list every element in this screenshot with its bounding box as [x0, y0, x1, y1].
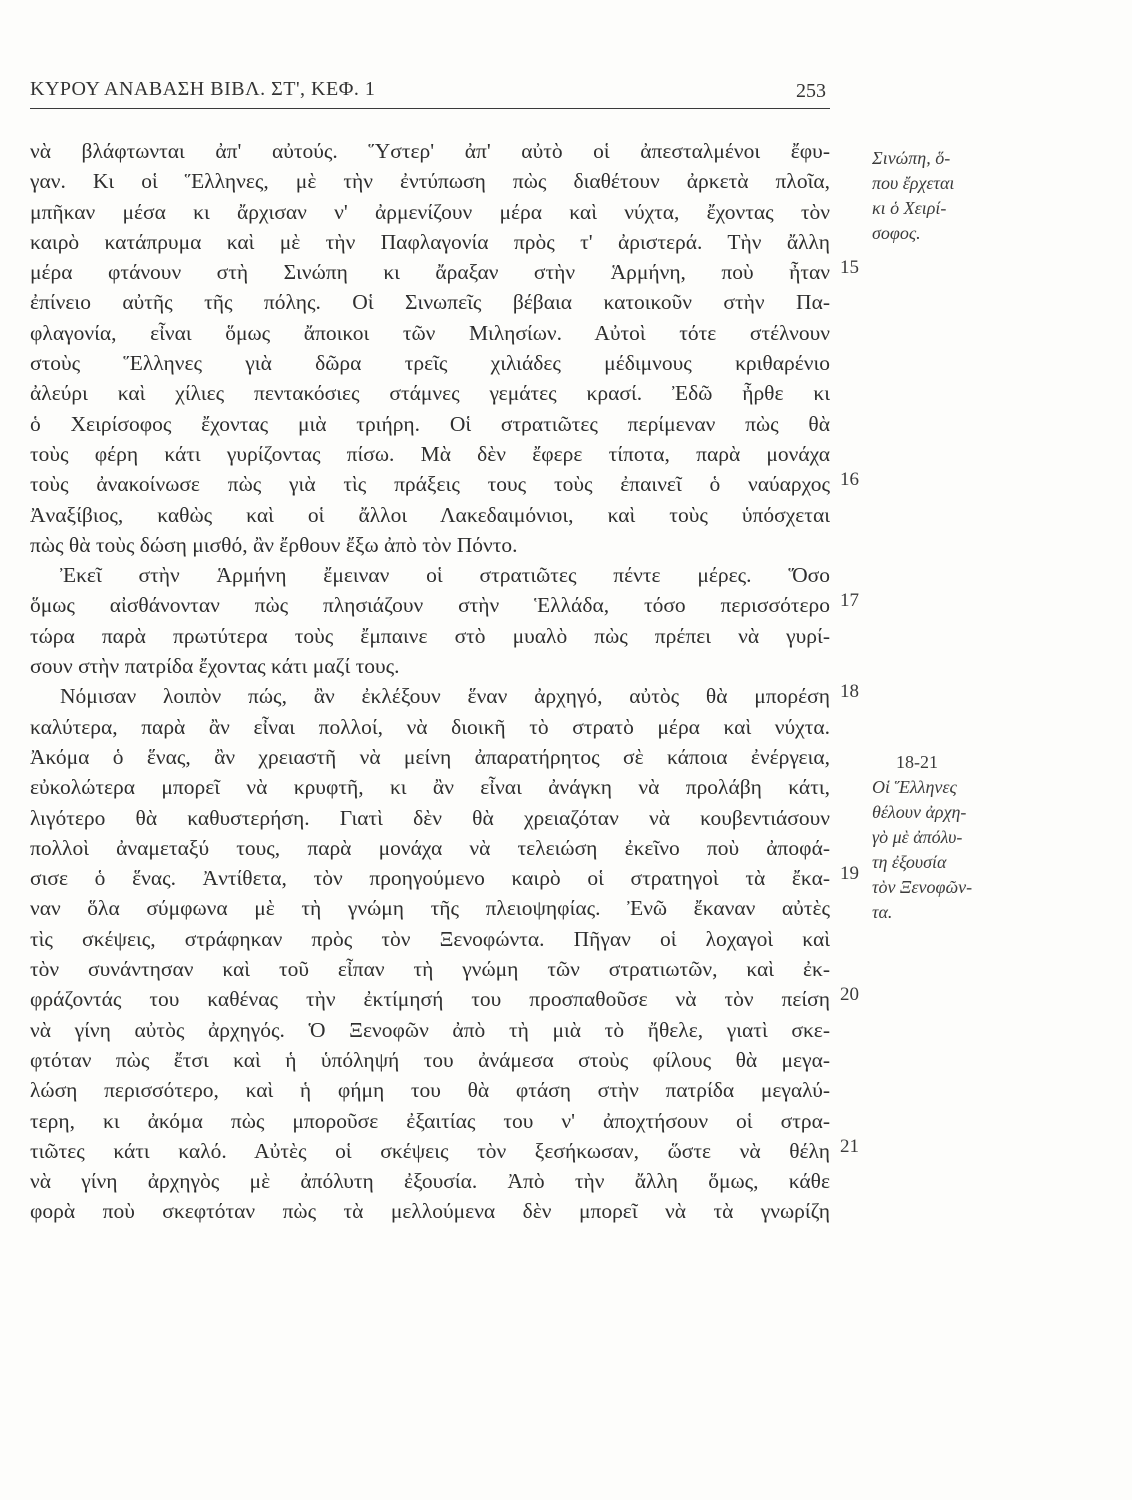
text-line: τερη, κι ἀκόμα πὼς μποροῦσε ἐξαιτίας του ν' ἀποχτήσουν οἱ στρα- — [30, 1108, 830, 1133]
line-number: 20 — [840, 984, 859, 1005]
sidenote-line: που ἔρχεται — [872, 173, 955, 193]
text-line: σουν στὴν πατρίδα ἔχοντας κάτι μαζί τους. — [30, 654, 400, 679]
running-header — [30, 72, 830, 109]
text-line: τιῶτες κάτι καλό. Αὐτὲς οἱ σκέψεις τὸν ξεσήκωσαν, ὥστε νὰ θέλη — [30, 1138, 830, 1163]
text-line: ὁ Χειρίσοφος ἔχοντας μιὰ τριήρη. Οἱ στρατιῶτες περίμεναν πὼς θὰ — [30, 411, 830, 436]
text-line: σισε ὁ ἕνας. Ἀντίθετα, τὸν προηγούμενο καιρὸ οἱ στρατηγοὶ τὰ ἔκα- — [30, 866, 830, 891]
text-line: ναν ὅλα σύμφωνα μὲ τὴ γνώμη τῆς πλειοψηφίας. Ἐνῶ ἔκαναν αὐτὲς — [30, 896, 830, 921]
text-line: τὸν συνάντησαν καὶ τοῦ εἶπαν τὴ γνώμη τῶν στρατιωτῶν, καὶ ἐκ- — [30, 957, 830, 982]
text-line: τώρα παρὰ πρωτύτερα τοὺς ἔμπαινε στὸ μυαλὸ πὼς πρέπει νὰ γυρί- — [30, 623, 830, 648]
text-line: στοὺς Ἕλληνες γιὰ δῶρα τρεῖς χιλιάδες μέδιμνους κριθαρένιο — [30, 351, 830, 376]
text-line: φτόταν πὼς ἔτσι καὶ ἡ ὑπόληψή του ἀνάμεσα στοὺς φίλους θὰ μεγα- — [30, 1047, 830, 1072]
body-text — [30, 136, 830, 1227]
text-line: Νόμισαν λοιπὸν πώς, ἂν ἐκλέξουν ἕναν ἀρχηγό, αὐτὸς θὰ μπορέση — [60, 684, 830, 709]
line-number: 19 — [840, 863, 859, 884]
sidenote-leader — [872, 750, 1112, 925]
line-number: 21 — [840, 1136, 859, 1157]
text-line: τοὺς φέρη κάτι γυρίζοντας πίσω. Μὰ δὲν ἔφερε τίποτα, παρὰ μονάχα — [30, 441, 830, 466]
text-line: ἀλεύρι καὶ χίλιες πεντακόσιες στάμνες γεμάτες κρασί. Ἐδῶ ἦρθε κι — [30, 381, 830, 406]
text-line: καλύτερα, παρὰ ἂν εἶναι πολλοί, νὰ διοικῆ τὸ στρατὸ μέρα καὶ νύχτα. — [30, 714, 830, 739]
line-number: 18 — [840, 681, 859, 702]
sidenote-line: τὸν Ξενοφῶν- — [872, 877, 973, 897]
text-line: νὰ γίνη ἀρχηγὸς μὲ ἀπόλυτη ἐξουσία. Ἀπὸ τὴν ἄλλη ὅμως, κάθε — [30, 1169, 830, 1194]
text-line: γαν. Κι οἱ Ἕλληνες, μὲ τὴν ἐντύπωση πὼς διαθέτουν ἀρκετὰ πλοῖα, — [30, 169, 830, 194]
sidenote-line: θέλουν ἀρχη- — [872, 802, 967, 822]
text-line: νὰ γίνη αὐτὸς ἀρχηγός. Ὁ Ξενοφῶν ἀπὸ τὴ μιὰ τὸ ἤθελε, γιατὶ σκε- — [30, 1017, 830, 1042]
text-line: καιρὸ κατάπρυμα καὶ μὲ τὴν Παφλαγονία πρὸς τ' ἀριστερά. Τὴν ἄλλη — [30, 229, 830, 254]
running-title: ΚΥΡΟΥ ΑΝΑΒΑΣΗ ΒΙΒΛ. ΣΤ', ΚΕΦ. 1 — [30, 78, 376, 100]
text-line: νὰ βλάφτωνται ἀπ' αὐτούς. Ὕστερ' ἀπ' αὐτὸ οἱ ἀπεσταλμένοι ἔφυ- — [30, 139, 830, 163]
sidenote-line: κι ὁ Χειρί- — [872, 198, 947, 218]
text-line: εὐκολώτερα μπορεῖ νὰ κρυφτῆ, κι ἂν εἶναι ἀνάγκη νὰ προλάβη κάτι, — [30, 775, 830, 800]
text-line: φορὰ ποὺ σκεφτόταν πὼς τὰ μελλούμενα δὲν μπορεῖ νὰ τὰ γνωρίζη — [30, 1199, 830, 1224]
line-number: 17 — [840, 590, 859, 611]
sidenote-line: τα. — [872, 902, 893, 922]
sidenote-line: σοφος. — [872, 223, 921, 243]
sidenote-line: Οἱ Ἕλληνες — [872, 777, 957, 797]
text-line: φράζοντάς του καθένας τὴν ἐκτίμησή του προσπαθοῦσε νὰ τὸν πείση — [30, 987, 830, 1012]
text-line: Ἀκόμα ὁ ἕνας, ἂν χρειαστῆ νὰ μείνη ἀπαρατήρητος σὲ κάποια ἐνέργεια, — [30, 744, 830, 769]
sidenote-line: Σινώπη, ὅ- — [872, 148, 951, 168]
text-line: ἐπίνειο αὐτῆς τῆς πόλης. Οἱ Σινωπεῖς βέβαια κατοικοῦν στὴν Πα- — [30, 290, 830, 315]
text-line: τὶς σκέψεις, στράφηκαν πρὸς τὸν Ξενοφώντα. Πῆγαν οἱ λοχαγοὶ καὶ — [30, 926, 830, 951]
text-line: μπῆκαν μέσα κι ἄρχισαν ν' ἀρμενίζουν μέρα καὶ νύχτα, ἔχοντας τὸν — [30, 199, 830, 224]
text-line: πὼς θὰ τοὺς δώση μισθό, ἂν ἔρθουν ἔξω ἀπὸ τὸν Πόντο. — [30, 532, 518, 557]
text-line: μέρα φτάνουν στὴ Σινώπη κι ἄραξαν στὴν Ἁρμήνη, ποὺ ἦταν — [30, 260, 830, 285]
text-line: φλαγονία, εἶναι ὅμως ἄποικοι τῶν Μιλησίων. Αὐτοὶ τότε στέλνουν — [30, 320, 830, 345]
sidenote-sinope — [872, 146, 1112, 246]
text-line: Ἀναξίβιος, καθὼς καὶ οἱ ἄλλοι Λακεδαιμόνιοι, καὶ τοὺς ὑπόσχεται — [30, 502, 830, 527]
text-line: λιγότερο θὰ καθυστερήση. Γιατὶ δὲν θὰ χρειαζόταν νὰ κουβεντιάσουν — [30, 805, 830, 830]
sidenote-line: τη ἐξουσία — [872, 852, 947, 872]
sidenote-range: 18-21 — [896, 752, 938, 772]
text-line: τοὺς ἀνακοίνωσε πὼς γιὰ τὶς πράξεις τους τοὺς ἐπαινεῖ ὁ ναύαρχος — [30, 472, 830, 497]
text-line: ὅμως αἰσθάνονταν πὼς πλησιάζουν στὴν Ἑλλάδα, τόσο περισσότερο — [30, 593, 830, 618]
text-line: Ἐκεῖ στὴν Ἁρμήνη ἔμειναν οἱ στρατιῶτες πέντε μέρες. Ὅσο — [60, 563, 830, 588]
text-line: λώση περισσότερο, καὶ ἡ φήμη του θὰ φτάση στὴν πατρίδα μεγαλύ- — [30, 1078, 830, 1103]
page-number: 253 — [796, 80, 826, 102]
line-number: 16 — [840, 469, 859, 490]
line-number: 15 — [840, 257, 859, 278]
text-line: πολλοὶ ἀναμεταξύ τους, παρὰ μονάχα νὰ τελειώση ἐκεῖνο ποὺ ἀποφά- — [30, 835, 830, 860]
sidenote-line: γὸ μὲ ἀπόλυ- — [872, 827, 963, 847]
